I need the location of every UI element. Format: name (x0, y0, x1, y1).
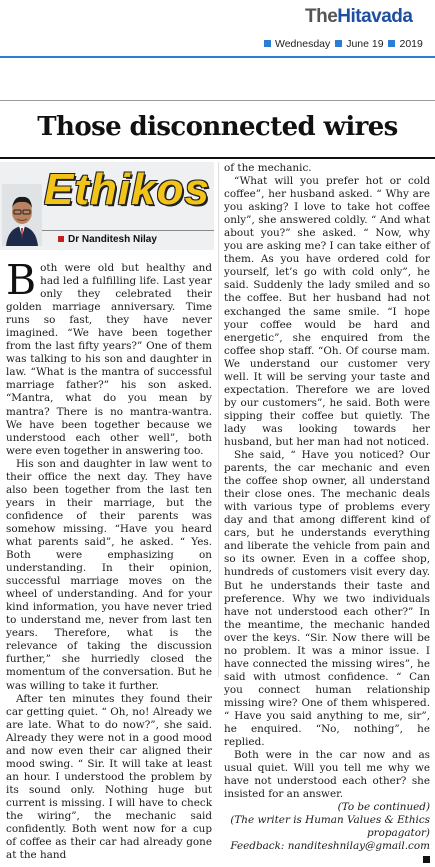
author-name: Dr Nanditesh Nilay (68, 234, 157, 245)
article-headline: Those disconnected wires (37, 112, 398, 142)
headline-rule-bottom (0, 157, 435, 159)
headline-block (0, 100, 435, 160)
author-credit: (The writer is Human Values & Ethics propagator) (230, 814, 430, 840)
feedback-email: Feedback: nanditeshnilay@gmail.com (230, 840, 430, 853)
newspaper-logo (305, 6, 412, 34)
article-paragraph: His son and daughter in law went to their office the next day. They have also been together from the last ten years in their marriage, but the confidence of their parents was somehow missing. “Have you heard what parents said”, he asked. “ Yes. Both were emphasizing on understanding. In their opinion, successful marriage moves on the wheel of understanding. And for your kind information, you have never tried to understand me, never from last ten years. Therefore, what is the relevance of taking the discussion further,” she hurriedly closed the momentum of the conversation. But he was willing to take it further. (6, 457, 212, 692)
article-paragraph: of the mechanic. (224, 162, 312, 174)
date-month-day: June 19 (346, 38, 384, 50)
square-bullet-icon (388, 40, 395, 47)
article-column-left (6, 256, 212, 862)
column-name: Ethikos (44, 165, 210, 214)
feedback-line (224, 840, 430, 866)
end-mark-icon (423, 856, 430, 863)
logo-prefix: The (305, 6, 338, 27)
square-bullet-icon (264, 40, 271, 47)
logo-name: Hitavada (337, 6, 413, 27)
column-divider (218, 162, 219, 677)
article-paragraph: After ten minutes they found their car getting quiet. “ Oh, no! Already we are late. What to do now?”, she said. Already they were not in a good mood and now even their car aligned their mood swing. “ Sir. It will take at least an hour. I understood the problem by its sound only. Nothing huge but current is missing. I will have to check the wiring”, the mechanic said confidently. Both went now for a cup of coffee as their car had already gone at the hand (6, 692, 212, 862)
dateline (262, 38, 423, 50)
article-paragraph: Both were in the car now and as usual quiet. Will you tell me why we have not understood each other? she insisted for an answer. (224, 749, 430, 801)
paragraph-text: oth were old but healthy and had led a fulfilling life. Last year only they celebrated their golden marriage anniversary. Time runs so fast, they have never imagined. “We have been together from the last fifty years?” One of them was talking to his son and daughter in law. “What is the mantra of successful marriage father?” his son asked. “Mantra, what do you mean by mantra? There is no mantra-wantra. We have been together because we understood each other well”, both were even together in answering too. (6, 262, 212, 457)
red-square-icon (58, 236, 64, 242)
masthead (0, 0, 435, 58)
article-paragraph: She said, “ Have you noticed? Our parents, the car mechanic and even the coffee shop owner, all understand their close ones. The mechanic deals with various type of problems every day and that among different kind of cars, but he understands everything and liberate the vehicle from pain and so its owner. Even in a coffee shop, hundreds of customers visit every day. But he understands their taste and preference. Why we two individuals have not understood each other?” In the meantime, the mechanic handed over the keys. “Sir. Now there will be no problem. It was a minor issue. I have connected the missing wires”, he said with utmost confidence. “ Can you connect human relationship missing wire? One of them whispered. “ Have you said anything to me, sir”, he enquired. “No, nothing”, he replied. (224, 449, 430, 749)
square-bullet-icon (335, 40, 342, 47)
date-weekday: Wednesday (275, 38, 331, 50)
author-byline (58, 234, 157, 245)
article-column-right (224, 162, 430, 867)
column-banner (0, 162, 214, 250)
author-photo (2, 184, 42, 246)
article-paragraph: “What will you prefer hot or cold coffee”, her husband asked. “ Why are you asking? I love to take hot coffee only”, she answered coldly. “ And what about you?” she asked. “ Now, why you are asking me? I can take either of them. As you have ordered cold for yourself, let’s go with cold only”, he said. Suddenly the lady smiled and so the coffee. But her husband had not exchanged the same smile. “I hope your coffee would be hard and energetic”, she enquired from the coffee shop staff. “Oh. Of course mam. We understand our customer very well. It will be serving your taste and expectation. Therefore we are loved by our customers”, he said. Both were sipping their coffee but quietly. The lady was looking towards her husband, but her man had not noticed. (224, 175, 430, 448)
drop-cap: B (6, 256, 37, 304)
continued-note: (To be continued) (337, 801, 430, 814)
author-rule (42, 230, 214, 231)
date-year: 2019 (399, 38, 423, 50)
article-paragraph (6, 256, 212, 458)
headline-rule-top (0, 100, 435, 101)
masthead-rule (0, 56, 435, 58)
